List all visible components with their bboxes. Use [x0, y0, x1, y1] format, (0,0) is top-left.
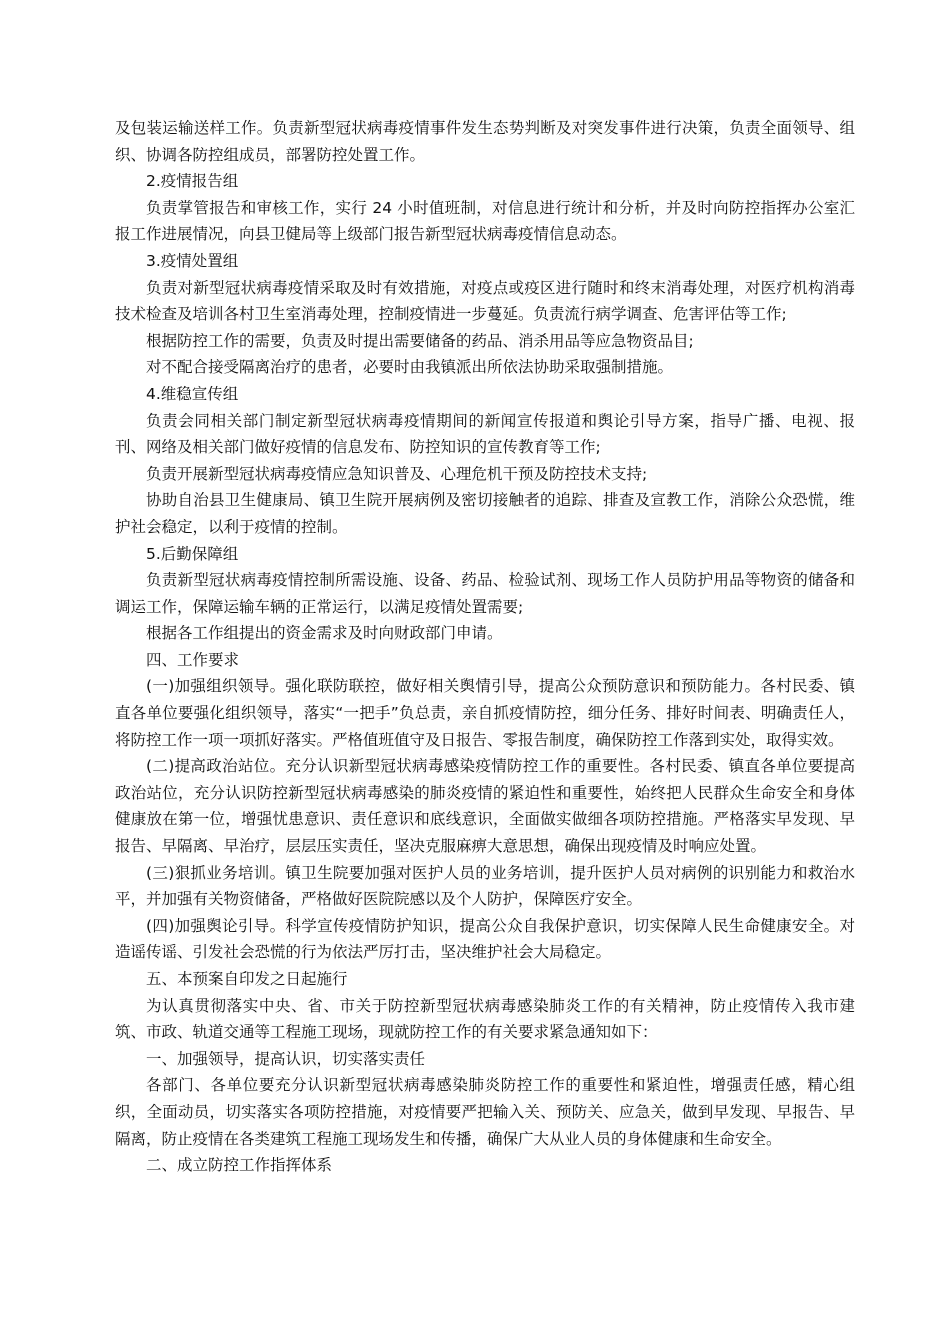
- section-heading-command-system: 二、成立防控工作指挥体系: [146, 1156, 333, 1175]
- paragraph-8: 负责会同相关部门制定新型冠状病毒疫情期间的新闻宣传报道和舆论引导方案，指导广播、电视、报刊、网络及相关部门做好疫情的信息发布、防控知识的宣传教育等工作;: [115, 411, 855, 457]
- section-heading-leadership: 一、加强领导，提高认识，切实落实责任: [146, 1049, 426, 1068]
- paragraph-4: 负责对新型冠状病毒疫情采取及时有效措施，对疫点或疫区进行随时和终末消毒处理，对医疗机构消毒技术检查及培训各村卫生室消毒处理，控制疫情进一步蔓延。负责流行病学调查、危害评估等工作;: [115, 278, 855, 324]
- paragraph-16: (二)提高政治站位。充分认识新型冠状病毒感染疫情防控工作的重要性。各村民委、镇直各单位要提高政治站位，充分认识防控新型冠状病毒感染的肺炎疫情的紧迫性和重要性，始终把人民群众生命安全和身体健康放在第一位，增强忧患意识、责任意识和底线意识，全面做实做细各项防控措施。严格落实早发现、早报告、早隔离、早治疗，层层压实责任，坚决克服麻痹大意思想，确保出现疫情及时响应处置。: [115, 757, 855, 856]
- document-body: [115, 115, 855, 1179]
- paragraph-5: 根据防控工作的需要，负责及时提出需要储备的药品、消杀用品等应急物资品目;: [146, 331, 694, 350]
- paragraph-2: 负责掌管报告和审核工作，实行 24 小时值班制，对信息进行统计和分析，并及时向防控指挥办公室汇报工作进展情况，向县卫健局等上级部门报告新型冠状病毒疫情信息动态。: [115, 198, 855, 244]
- section-heading-epidemic-report-group: 2.疫情报告组: [146, 172, 239, 191]
- section-heading-epidemic-handling-group: 3.疫情处置组: [146, 251, 239, 270]
- paragraph-17: (三)狠抓业务培训。镇卫生院要加强对医护人员的业务培训，提升医护人员对病例的识别能力和救治水平，并加强有关物资储备，严格做好医院院感以及个人防护，保障医疗安全。: [115, 863, 855, 909]
- section-heading-logistics-group: 5.后勤保障组: [146, 544, 239, 563]
- paragraph-0: 及包装运输送样工作。负责新型冠状病毒疫情事件发生态势判断及对突发事件进行决策，负责全面领导、组织、协调各防控组成员，部署防控处置工作。: [115, 119, 855, 164]
- paragraph-20: 为认真贯彻落实中央、省、市关于防控新型冠状病毒感染肺炎工作的有关精神，防止疫情传入我市建筑、市政、轨道交通等工程施工现场，现就防控工作的有关要求紧急通知如下：: [115, 996, 855, 1042]
- paragraph-22: 各部门、各单位要充分认识新型冠状病毒感染肺炎防控工作的重要性和紧迫性，增强责任感，精心组织，全面动员，切实落实各项防控措施，对疫情要严把输入关、预防关、应急关，做到早发现、早报告、早隔离，防止疫情在各类建筑工程施工现场发生和传播，确保广大从业人员的身体健康和生命安全。: [115, 1076, 855, 1148]
- section-heading-stability-publicity-group: 4.维稳宣传组: [146, 384, 239, 403]
- paragraph-12: 负责新型冠状病毒疫情控制所需设施、设备、药品、检验试剂、现场工作人员防护用品等物资的储备和调运工作，保障运输车辆的正常运行，以满足疫情处置需要;: [115, 571, 855, 616]
- paragraph-13: 根据各工作组提出的资金需求及时向财政部门申请。: [146, 624, 503, 643]
- section-heading-work-requirements: 四、工作要求: [146, 650, 240, 669]
- paragraph-9: 负责开展新型冠状病毒疫情应急知识普及、心理危机干预及防控技术支持;: [146, 464, 648, 483]
- paragraph-18: (四)加强舆论引导。科学宣传疫情防护知识，提高公众自我保护意识，切实保障人民生命健康安全。对造谣传谣、引发社会恐慌的行为依法严厉打击，坚决维护社会大局稳定。: [115, 916, 855, 962]
- paragraph-10: 协助自治县卫生健康局、镇卫生院开展病例及密切接触者的追踪、排查及宣教工作，消除公众恐慌，维护社会稳定，以利于疫情的控制。: [115, 491, 855, 536]
- paragraph-15: (一)加强组织领导。强化联防联控，做好相关舆情引导，提高公众预防意识和预防能力。各村民委、镇直各单位要强化组织领导，落实“一把手”负总责，亲自抓疫情防控，细分任务、排好时间表、明确责任人，将防控工作一项一项抓好落实。严格值班值守及日报告、零报告制度，确保防控工作落到实处，取得实效。: [115, 677, 855, 749]
- section-heading-effective-date: 五、本预案自印发之日起施行: [146, 970, 348, 988]
- paragraph-6: 对不配合接受隔离治疗的患者，必要时由我镇派出所依法协助采取强制措施。: [146, 358, 674, 377]
